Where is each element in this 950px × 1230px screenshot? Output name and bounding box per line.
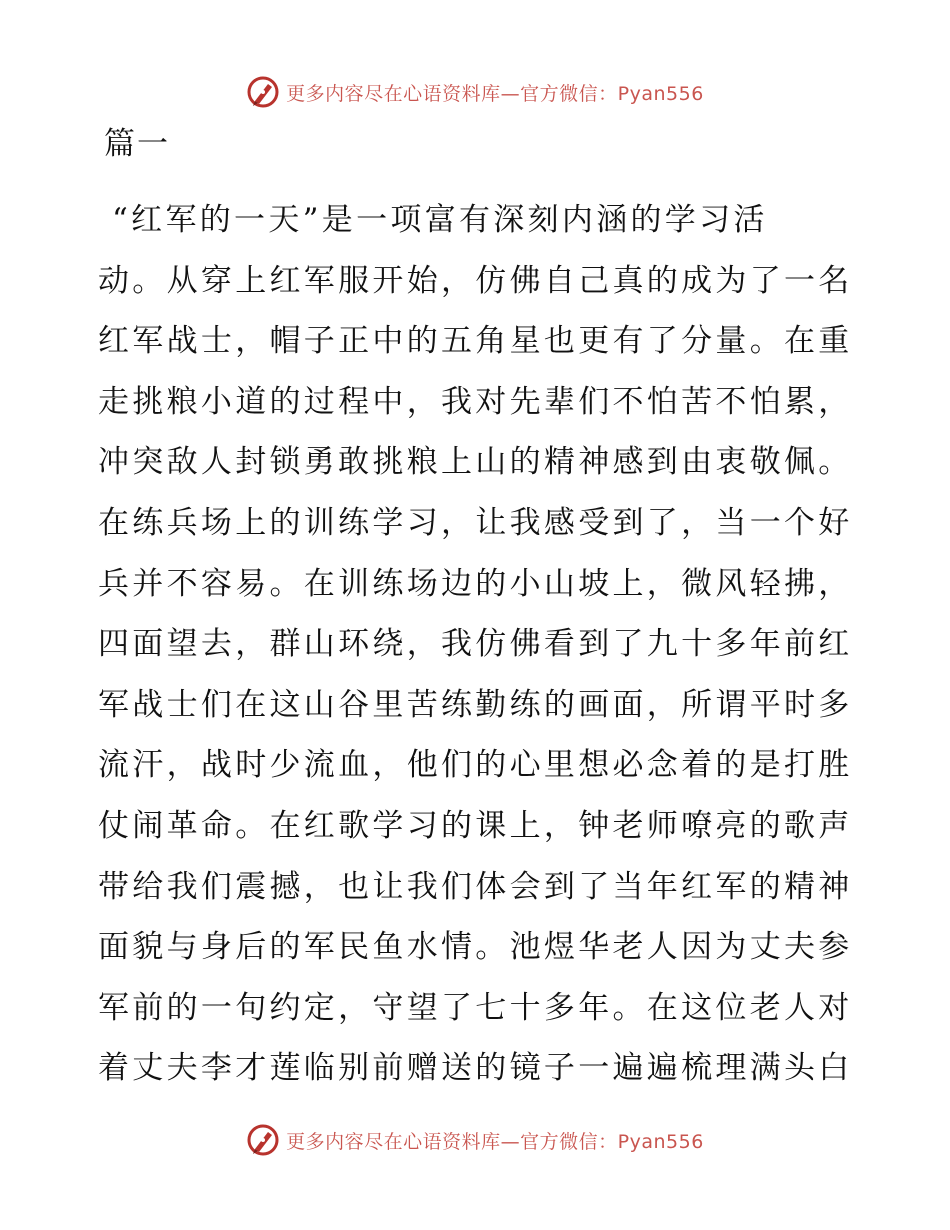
text-line: 兵并不容易。在训练场边的小山坡上，微风轻拂， xyxy=(98,565,853,602)
document-body xyxy=(98,190,858,1099)
text-line: 冲突敌人封锁勇敢挑粮上山的精神感到由衷敬佩。 xyxy=(98,444,853,481)
text-line: 红军战士，帽子正中的五角星也更有了分量。在重 xyxy=(98,323,853,360)
footer-banner xyxy=(0,1120,950,1160)
text-line: “红军的一天”是一项富有深刻内涵的学习活 xyxy=(112,202,768,238)
pen-logo-icon xyxy=(246,75,280,109)
banner-text: 更多内容尽在心语资料库—官方微信：Pyan556 xyxy=(286,82,704,105)
text-line: 带给我们震撼，也让我们体会到了当年红军的精神 xyxy=(98,868,853,905)
text-line: 走挑粮小道的过程中，我对先辈们不怕苦不怕累， xyxy=(98,383,853,420)
text-line: 军前的一句约定，守望了七十多年。在这位老人对 xyxy=(98,989,853,1026)
section-heading: 篇一 xyxy=(104,126,170,162)
pen-logo-icon xyxy=(246,1123,280,1157)
header-banner xyxy=(0,72,950,112)
banner-text: 更多内容尽在心语资料库—官方微信：Pyan556 xyxy=(286,1130,704,1153)
text-line: 仗闹革命。在红歌学习的课上，钟老师嘹亮的歌声 xyxy=(98,807,853,844)
text-line: 面貌与身后的军民鱼水情。池煜华老人因为丈夫参 xyxy=(98,929,853,966)
text-line: 着丈夫李才莲临别前赠送的镜子一遍遍梳理满头白 xyxy=(98,1050,853,1087)
text-line: 流汗，战时少流血，他们的心里想必念着的是打胜 xyxy=(98,747,853,784)
text-line: 四面望去，群山环绕，我仿佛看到了九十多年前红 xyxy=(98,626,853,663)
text-line: 军战士们在这山谷里苦练勤练的画面，所谓平时多 xyxy=(98,686,853,723)
text-line: 动。从穿上红军服开始，仿佛自己真的成为了一名 xyxy=(98,262,853,299)
text-line: 在练兵场上的训练学习，让我感受到了，当一个好 xyxy=(98,504,853,541)
